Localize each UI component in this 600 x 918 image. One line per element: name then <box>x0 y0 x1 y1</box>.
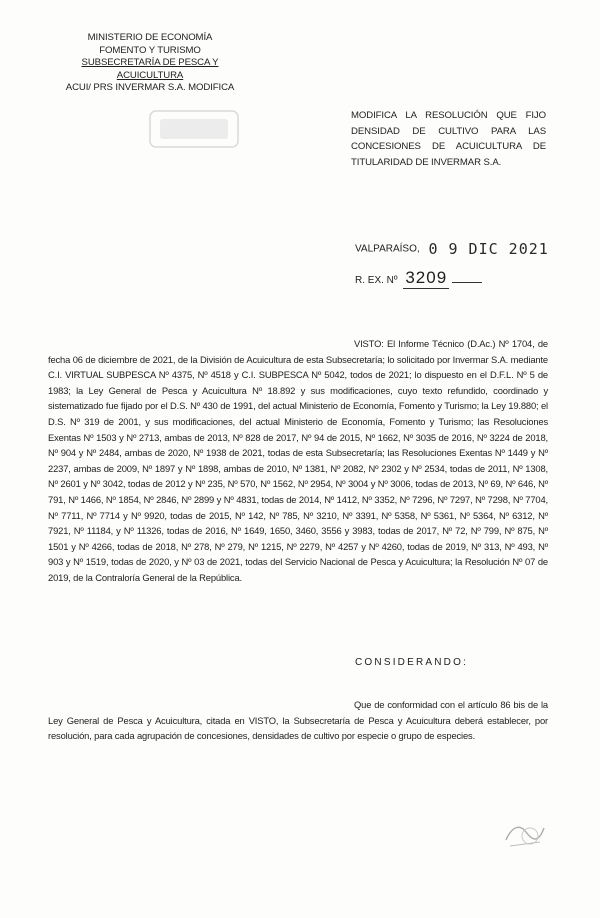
stamped-date: 0 9 DIC 2021 <box>428 240 549 258</box>
date-place: VALPARAÍSO, <box>355 243 420 255</box>
subsecretariat-line: SUBSECRETARÍA DE PESCA Y ACUICULTURA <box>81 57 219 81</box>
resolution-prefix: R. EX. Nº <box>355 275 398 286</box>
initials-mark-icon <box>500 818 550 854</box>
date-line <box>355 240 549 258</box>
reference-line: ACUI/ PRS INVERMAR S.A. MODIFICA <box>65 82 235 93</box>
resolution-number-line <box>355 268 482 289</box>
ministry-line: MINISTERIO DE ECONOMÍA <box>87 32 213 43</box>
considerando-heading: CONSIDERANDO: <box>355 657 469 668</box>
faint-seal-stamp <box>146 105 242 153</box>
resolution-number: 3209 <box>405 268 448 287</box>
ministry-subline: FOMENTO Y TURISMO <box>99 44 201 56</box>
considerando-paragraph-1: Que de conformidad con el artículo 86 bis de la Ley General de Pesca y Acuicultura, citada en VISTO, la Subsecretaría de Pesca y Acuicultura deberá establecer, por resolución, para cada agrupación de concesiones, densidades de cultivo por especie o grupo de especies. <box>48 699 548 742</box>
number-underline <box>452 281 482 283</box>
resolution-subject: MODIFICA LA RESOLUCIÓN QUE FIJO DENSIDAD DE CULTIVO PARA LAS CONCESIONES DE ACUICULTURA DE TITULARIDAD DE INVERMAR S.A. <box>351 110 546 168</box>
issuer-header <box>50 32 250 95</box>
visto-paragraph: VISTO: El Informe Técnico (D.Ac.) Nº 1704, de fecha 06 de diciembre de 2021, de la División de Acuicultura de esta Subsecretaría; lo solicitado por Invermar S.A. mediante C.I. VIRTUAL SUBPESCA Nº 4375, Nº 4518 y C.I. SUBPESCA Nº 5042, todos de 2021; lo dispuesto en el D.F.L. Nº 5 de 1983; la Ley General de Pesca y Acuicultura Nº 18.892 y sus modificaciones, cuyo texto refundido, coordinado y sistematizado fue fijado por el D.S. Nº 430 de 1991, del actual Ministerio de Economía, Fomento y Turismo; la Ley 19.880; el D.S. Nº 319 de 2001, y sus modificaciones, del actual Ministerio de Economía, Fomento y Turismo; las Resoluciones Exentas Nº 1503 y Nº 2713, ambas de 2013, Nº 828 de 2017, Nº 94 de 2015, Nº 1662, Nº 3035 de 2016, Nº 3224 de 2018, Nº 904 y Nº 2484, ambas de 2020, Nº 1938 de 2021, todas de esta Subsecretaría; las Resoluciones Exentas Nº 1449 y Nº 2237, ambas de 2009, Nº 1897 y Nº 1898, ambas de 2010, Nº 1381, Nº 2082, Nº 2302 y Nº 2534, todas de 2011, Nº 1308, Nº 2601 y Nº 3042, todas de 2012 y Nº 235, Nº 570, Nº 1562, Nº 2954, Nº 3004 y Nº 3006, todas de 2013, Nº 69, Nº 646, Nº 791, Nº 1466, Nº 1854, Nº 2846, Nº 2899 y Nº 4831, todas de 2014, Nº 1412, Nº 3352, Nº 7296, Nº 7297, Nº 7298, Nº 7704, Nº 7711, Nº 7714 y Nº 9920, todas de 2015, Nº 142, Nº 785, Nº 3210, Nº 3391, Nº 5358, Nº 5361, Nº 5364, Nº 6312, Nº 7921, Nº 11184, y Nº 11326, todas de 2016, Nº 1649, 1650, 3460, 3556 y 3983, todas de 2017, Nº 72, Nº 799, Nº 875, Nº 1501 y Nº 4266, todas de 2018, Nº 278, Nº 279, Nº 1215, Nº 2279, Nº 4257 y Nº 4260, todas de 2019, Nº 313, Nº 493, Nº 903 y Nº 1519, todas de 2020, y Nº 03 de 2021, todas del Servicio Nacional de Pesca y Acuicultura; la Resolución Nº 07 de 2019, de la Contraloría General de la República. <box>48 338 548 583</box>
